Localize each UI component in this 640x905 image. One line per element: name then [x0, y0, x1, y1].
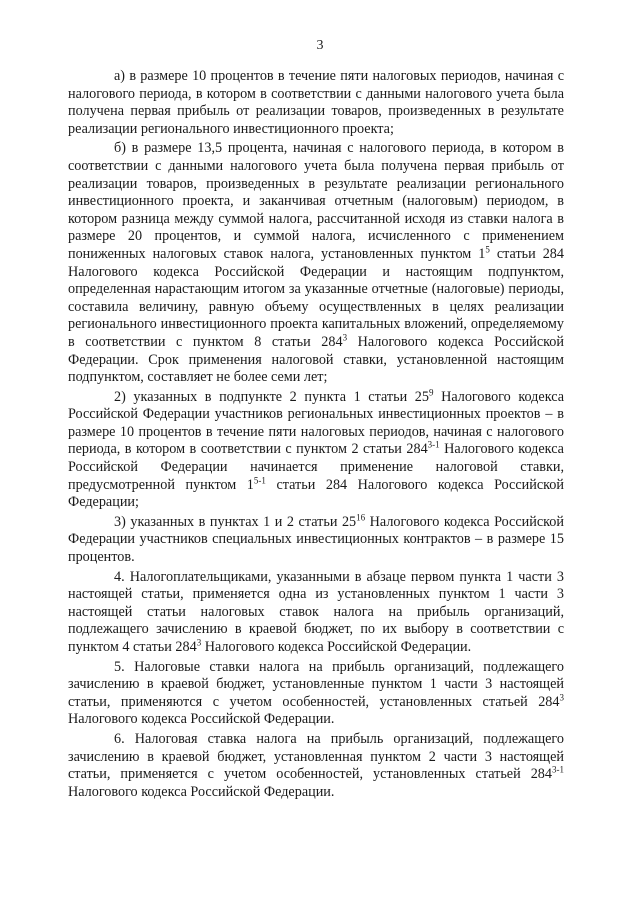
paragraph-text: Налогового кодекса Российской Федерации. [201, 639, 472, 655]
document-body [68, 68, 564, 803]
paragraph-text: Налогового кодекса Российской Федерации начинается применение налоговой ставки, предусмотренной пунктом 1 [68, 441, 564, 493]
superscript: 5 [485, 244, 490, 255]
paragraph [68, 386, 564, 512]
superscript: 9 [428, 386, 434, 397]
superscript: 5-1 [253, 474, 266, 485]
paragraph [68, 659, 564, 729]
paragraph-text: 6. Налоговая ставка налога на прибыль организаций, подлежащего зачислению в краевой бюджет, установленная пунктом 2 части 3 настоящей статьи, применяется с учетом особенностей, установленных статьей 284 [68, 730, 564, 783]
superscript: 3-1 [552, 764, 564, 775]
paragraph-text: 3) указанных в пунктах 1 и 2 статьи 25 [114, 513, 357, 530]
paragraph-text: Налогового кодекса Российской Федерации. [68, 711, 335, 728]
paragraph-text: Налогового кодекса Российской Федерации участников региональных инвестиционных проектов – в размере 10 процентов в течение пяти налоговых периодов, начиная с налогового периода, в котором в соответствии с пунктом 2 статьи 284 [68, 388, 564, 458]
paragraph-text: Налогового кодекса Российской Федерации. Срок применения налоговой ставки, установленной настоящим подпунктом, составляет не более семи лет; [68, 333, 564, 386]
paragraph-text: 4. Налогоплательщиками, указанными в абзаце первом пункта 1 части 3 настоящей статьи, применяется одна из установленных пунктом 1 части 3 настоящей статьи налоговых ставок налога на прибыль организаций, подлежащего зачислению в краевой бюджет, по их выбору в соответствии с пунктом 4 статьи 284 [68, 568, 564, 655]
superscript: 3-1 [427, 439, 440, 450]
paragraph [68, 514, 564, 567]
paragraph-text: Налогового кодекса Российской Федерации. [68, 783, 335, 800]
paragraph-text: Налогового кодекса Российской Федерации участников специальных инвестиционных контрактов – в размере 15 процентов. [68, 513, 564, 566]
paragraph-text: статьи 284 Налогового кодекса Российской Федерации и настоящим подпунктом, определенная нарастающим итогом за указанные отчетные (налоговые) периоды, составила величину, равную объему осуществленных в целях реализации регионального инвестиционного проекта капитальных вложений, определяемому в соответствии с пунктом 8 статьи 284 [68, 245, 564, 350]
superscript: 16 [356, 512, 366, 523]
paragraph [68, 569, 564, 657]
paragraph [68, 140, 564, 386]
superscript: 3 [559, 692, 564, 703]
paragraph [68, 68, 564, 138]
paragraph-text: 5. Налоговые ставки налога на прибыль организаций, подлежащего зачислению в краевой бюджет, установленные пунктом 1 части 3 настоящей статьи, применяются с учетом особенностей, установленных статьей 284 [68, 658, 564, 710]
paragraph-text: 2) указанных в подпункте 2 пункта 1 статьи 25 [114, 388, 429, 405]
superscript: 3 [342, 332, 348, 343]
paragraph-text: статьи 284 Налогового кодекса Российской Федерации; [68, 476, 564, 511]
paragraph-text: б) в размере 13,5 процента, начиная с налогового периода, в котором в соответствии с данными налогового учета была получена первая прибыль от реализации товаров, произведенных в результате реализации регионального инвестиционного проекта, и заканчивая отчетным (налоговым) периодом, в котором разница между суммой налога, рассчитанной исходя из ставки налога в размере 20 процентов, и суммой налога, исчисленного с применением пониженных налоговых ставок налога, установленных пунктом 1 [68, 140, 564, 262]
page-number: 3 [316, 38, 324, 53]
paragraph-text: а) в размере 10 процентов в течение пяти налоговых периодов, начиная с налогового периода, в котором в соответствии с данными налогового учета была получена первая прибыль от реализации товаров, произведенных в результате реализации регионального инвестиционного проекта; [68, 68, 564, 137]
paragraph [68, 731, 564, 801]
superscript: 3 [196, 637, 202, 648]
